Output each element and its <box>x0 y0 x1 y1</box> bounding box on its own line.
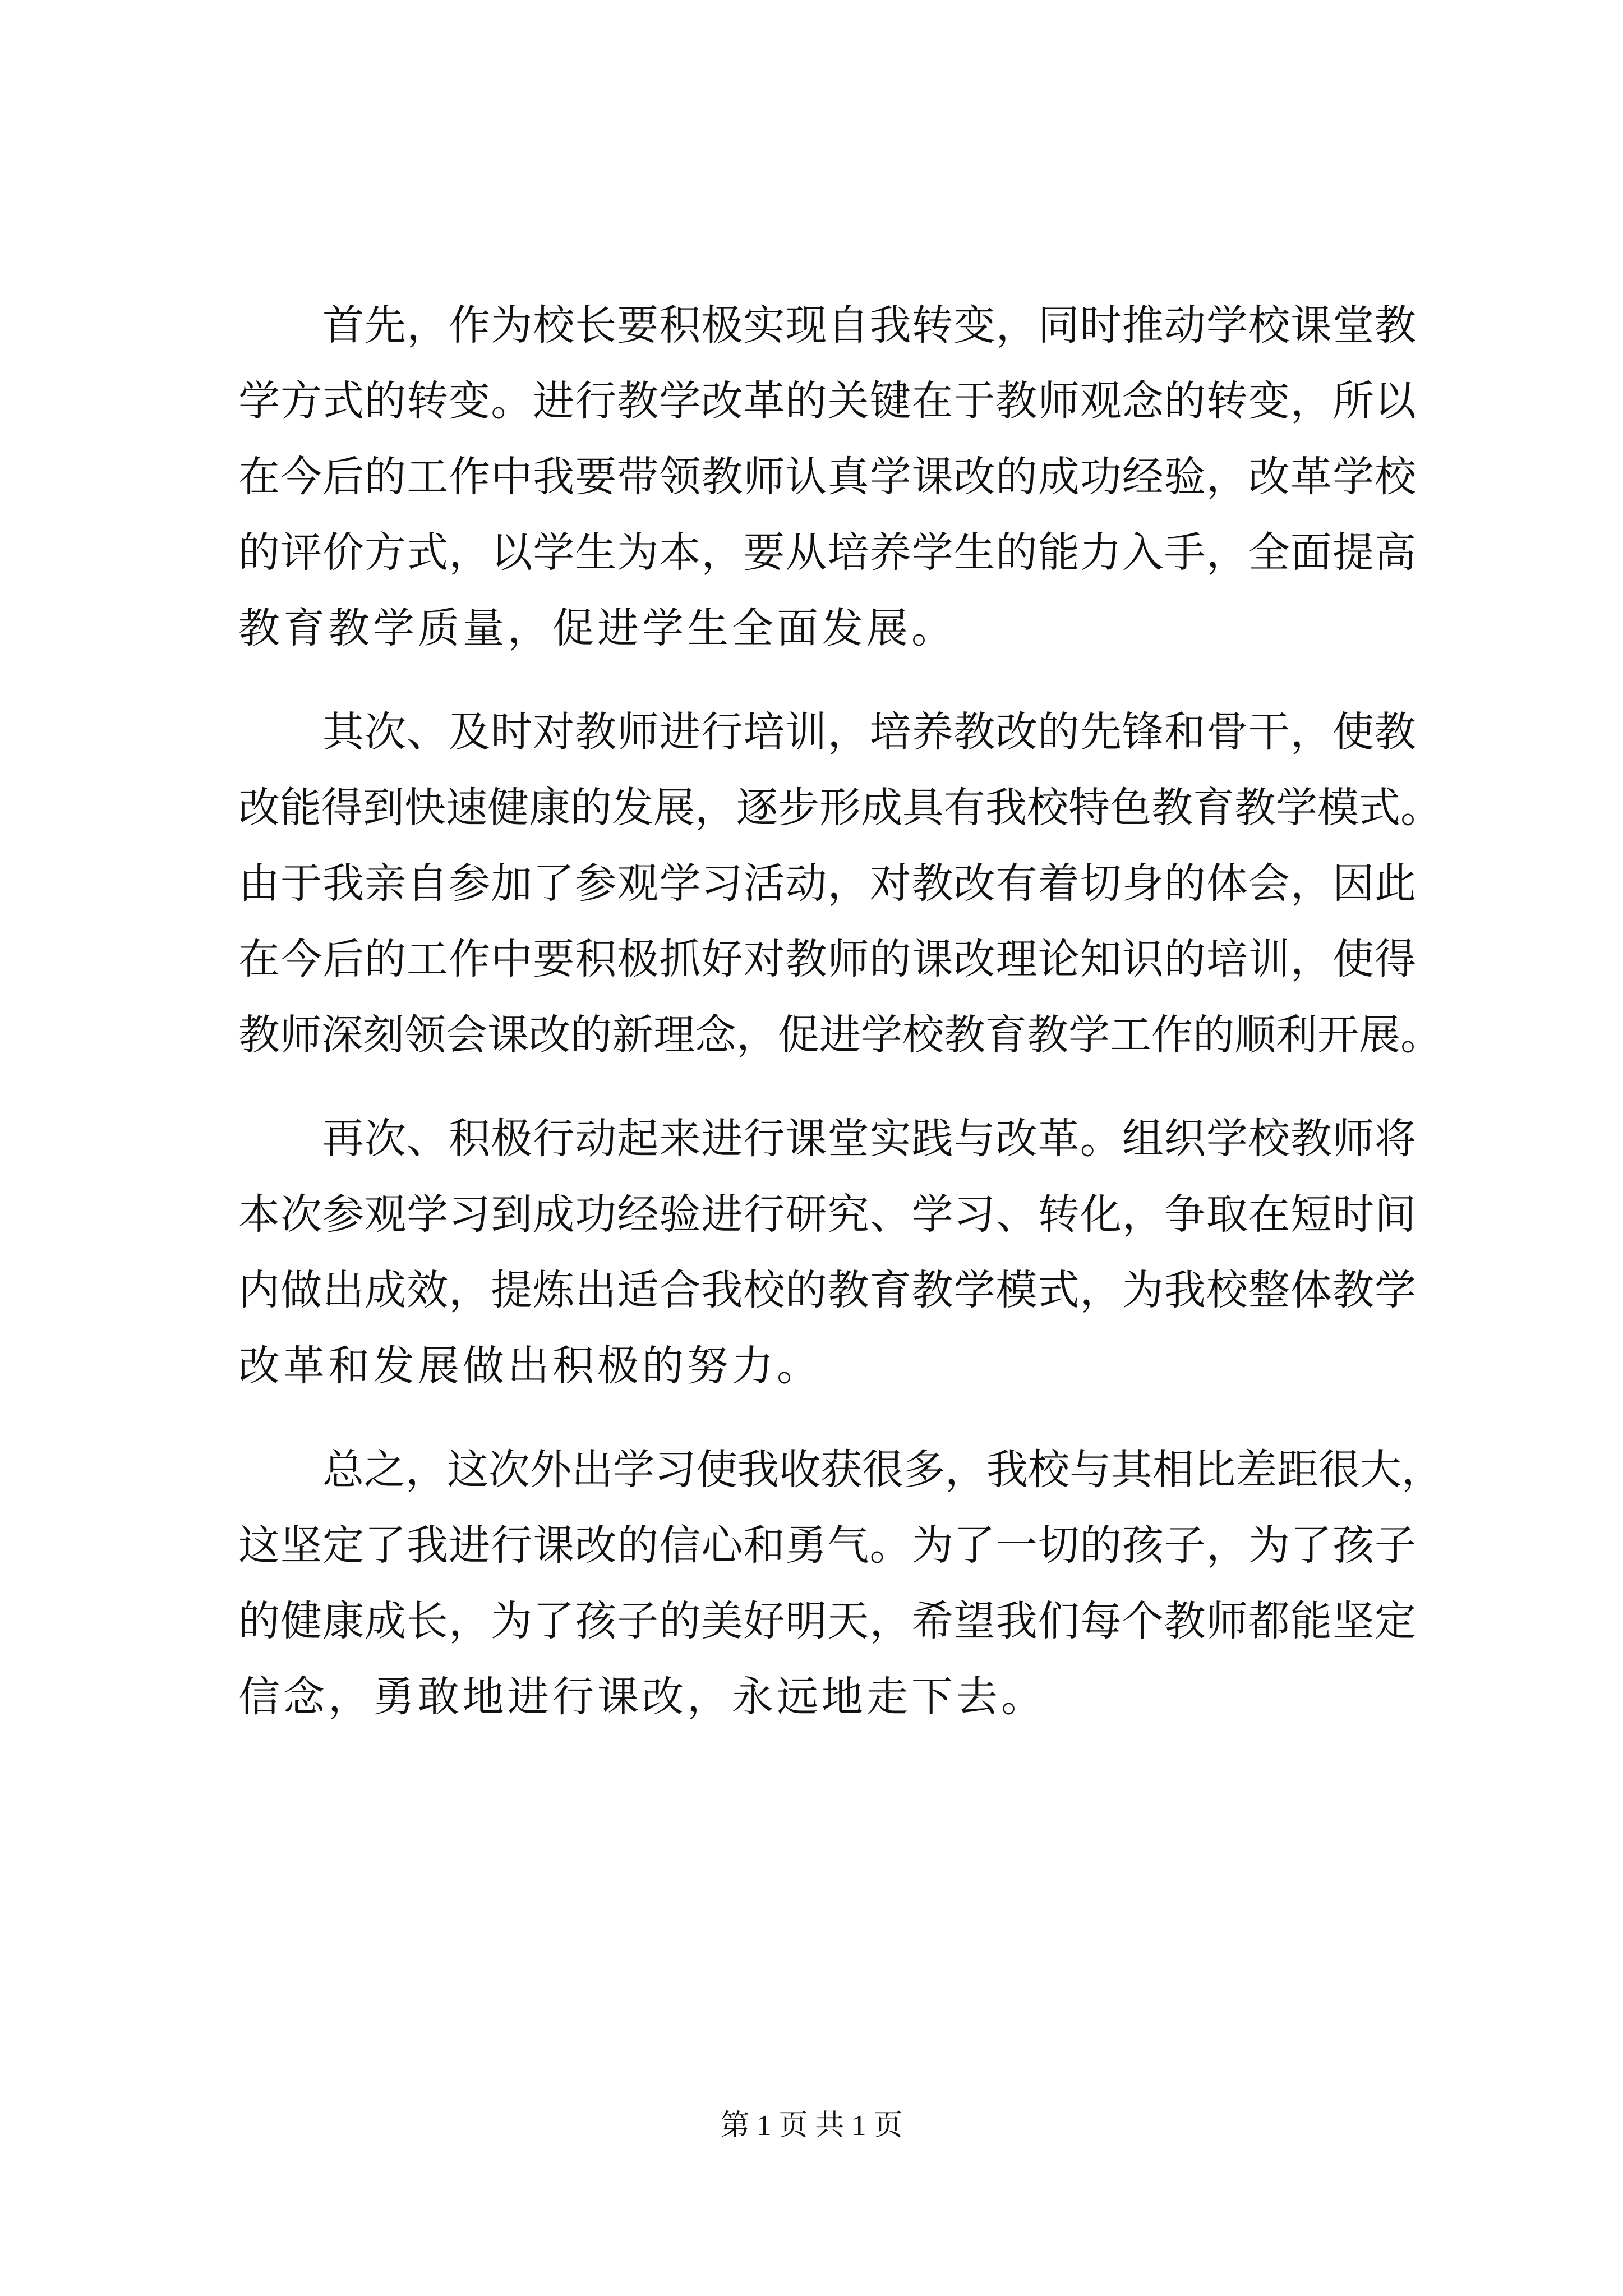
paragraph-3-line-4: 改革和发展做出积极的努力。 <box>238 1342 822 1390</box>
paragraph-1-line-2: 学方式的转变。进行教学改革的关键在于教师观念的转变，所以 <box>238 377 1416 425</box>
paragraph-1-line-3: 在今后的工作中我要带领教师认真学课改的成功经验，改革学校 <box>238 453 1416 501</box>
page-number-footer: 第 1 页 共 1 页 <box>720 2110 903 2142</box>
paragraph-3-line-1: 再次、积极行动起来进行课堂实践与改革。组织学校教师将 <box>322 1115 1416 1163</box>
paragraph-2-line-2: 改能得到快速健康的发展，逐步形成具有我校特色教育教学模式。 <box>238 784 1442 832</box>
paragraph-4-line-2: 这坚定了我进行课改的信心和勇气。为了一切的孩子，为了孩子 <box>238 1521 1416 1570</box>
paragraph-2-line-3: 由于我亲自参加了参观学习活动，对教改有着切身的体会，因此 <box>238 859 1416 908</box>
paragraph-3-line-3: 内做出成效，提炼出适合我校的教育教学模式，为我校整体教学 <box>238 1266 1416 1314</box>
paragraph-2-line-1: 其次、及时对教师进行培训，培养教改的先锋和骨干，使教 <box>322 708 1416 756</box>
paragraph-1-line-5: 教育教学质量，促进学生全面发展。 <box>238 604 956 652</box>
paragraph-2-line-5: 教师深刻领会课改的新理念，促进学校教育教学工作的顺利开展。 <box>238 1011 1442 1059</box>
paragraph-1-line-4: 的评价方式，以学生为本，要从培养学生的能力入手，全面提高 <box>238 528 1416 577</box>
paragraph-4-line-1: 总之，这次外出学习使我收获很多，我校与其相比差距很大， <box>322 1446 1443 1494</box>
paragraph-4-line-3: 的健康成长，为了孩子的美好明天，希望我们每个教师都能坚定 <box>238 1597 1416 1645</box>
paragraph-4-line-4: 信念，勇敢地进行课改，永远地走下去。 <box>238 1673 1046 1721</box>
paragraph-1-line-1: 首先，作为校长要积极实现自我转变，同时推动学校课堂教 <box>322 301 1416 349</box>
paragraph-2-line-4: 在今后的工作中要积极抓好对教师的课改理论知识的培训，使得 <box>238 935 1416 983</box>
paragraph-3-line-2: 本次参观学习到成功经验进行研究、学习、转化，争取在短时间 <box>238 1190 1416 1239</box>
